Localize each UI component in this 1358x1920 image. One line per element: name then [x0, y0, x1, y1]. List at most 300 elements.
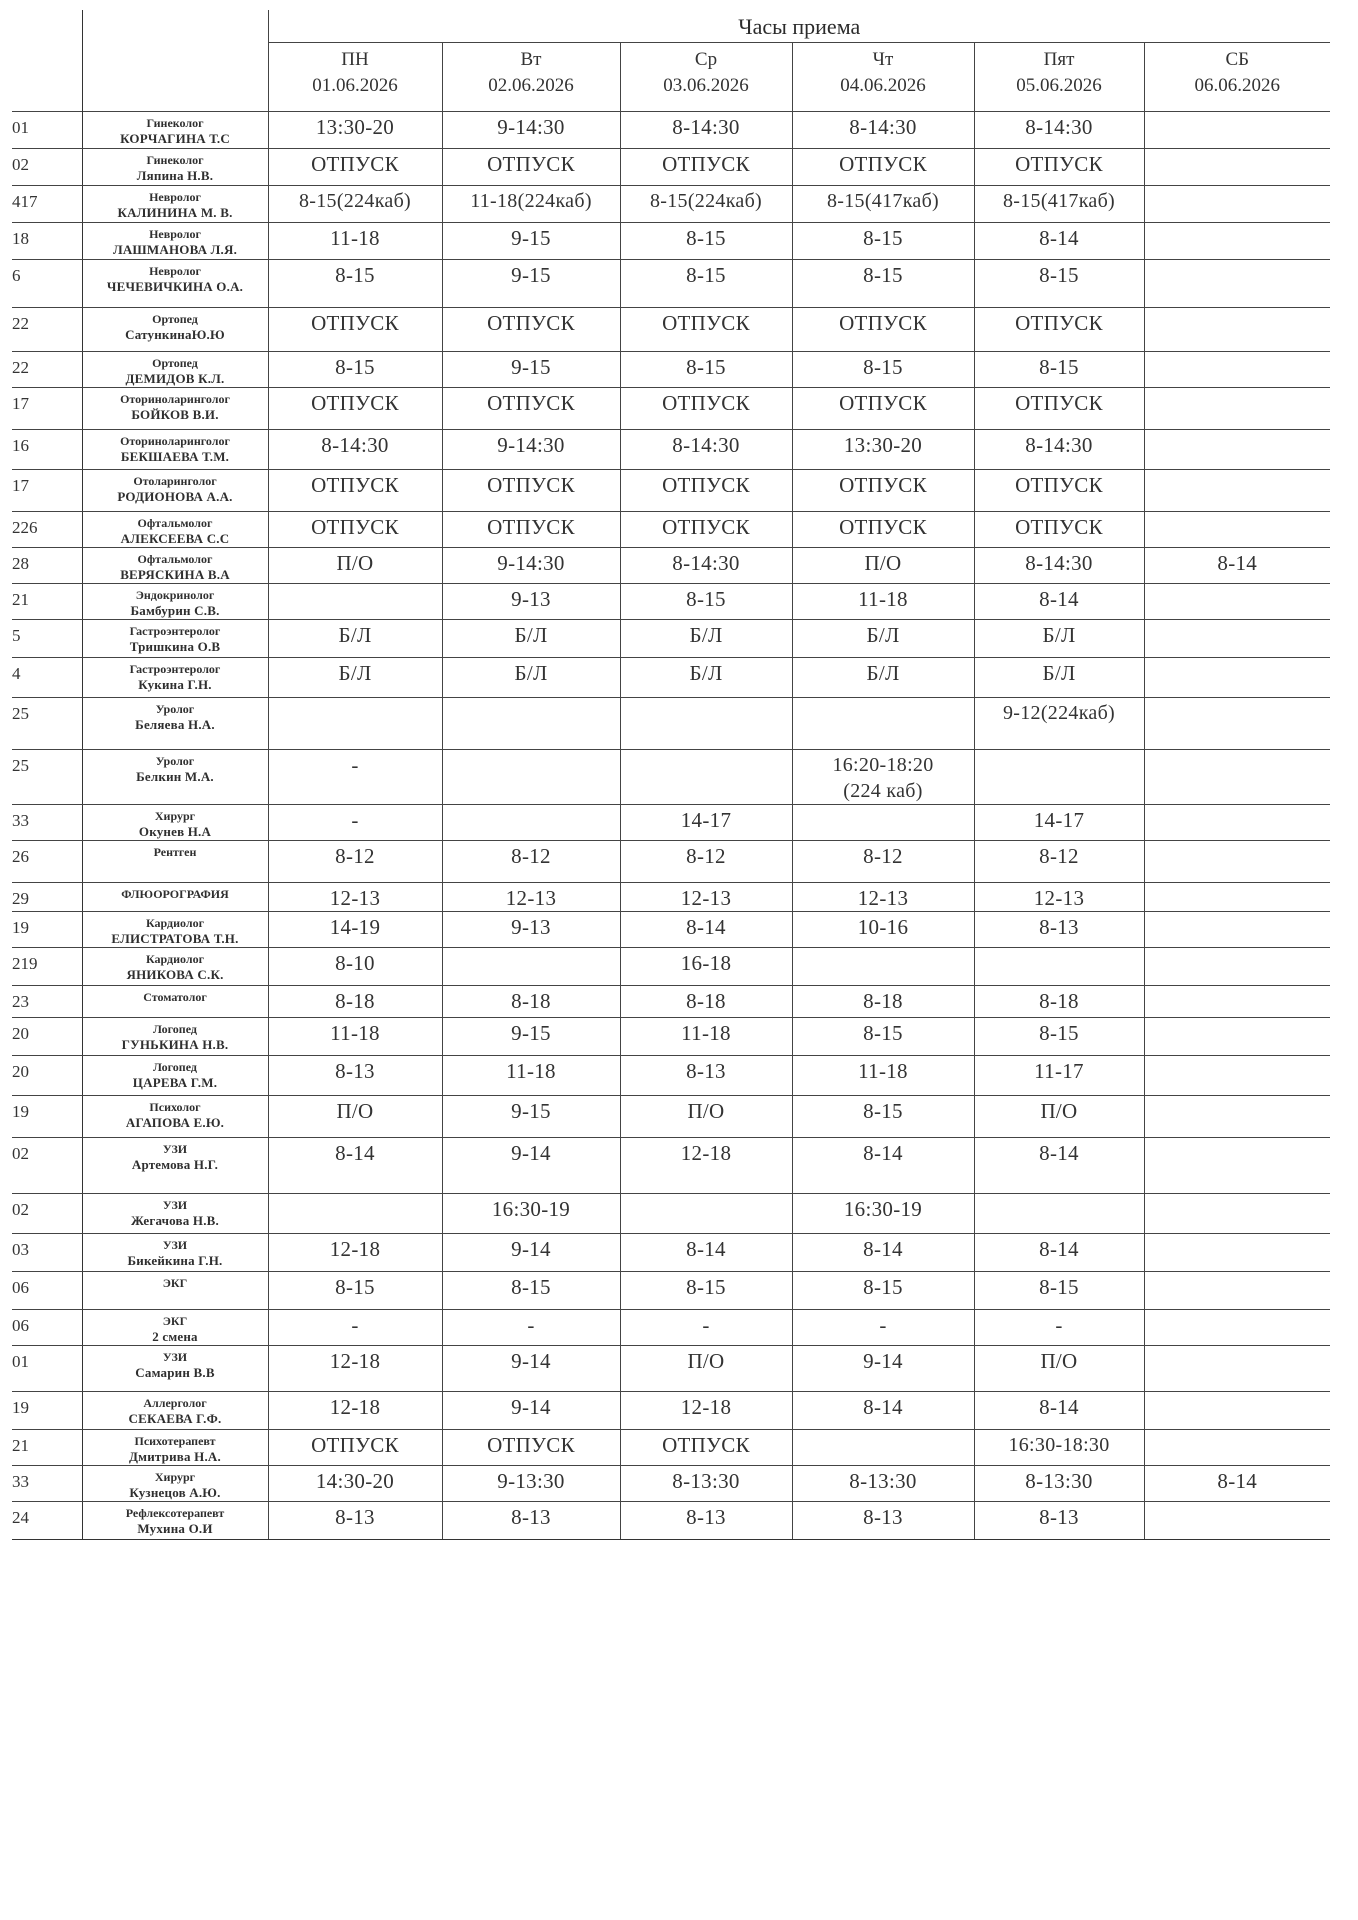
doctor-name: Кукина Г.Н.: [138, 677, 212, 692]
hours-cell: 11-18: [268, 223, 442, 260]
hours-cell: ОТПУСК: [268, 308, 442, 352]
doctor-specialty: Рентген: [153, 845, 197, 859]
hours-cell: ОТПУСК: [268, 388, 442, 430]
doctor-specialty: Хирург: [154, 809, 196, 823]
doctor-specialty: Логопед: [153, 1022, 197, 1036]
hours-cell: [268, 1194, 442, 1234]
table-row: [12, 548, 1330, 584]
hours-cell: [442, 948, 620, 986]
hours-cell: 9-15: [442, 260, 620, 308]
table-row: [12, 388, 1330, 430]
hours-cell: 8-14:30: [620, 430, 792, 470]
doctor-cell: [82, 1466, 268, 1502]
hours-cell: [974, 750, 1144, 805]
cabinet-number: 226: [12, 512, 82, 548]
day-header: [1144, 43, 1330, 112]
doctor-name: Бикейкина Г.Н.: [127, 1253, 223, 1268]
table-row: [12, 698, 1330, 750]
hours-cell: -: [268, 805, 442, 841]
hours-cell: 12-18: [268, 1234, 442, 1272]
hours-cell: [1144, 841, 1330, 883]
hours-cell: [1144, 1392, 1330, 1430]
doctor-specialty: Гинеколог: [146, 153, 204, 167]
doctor-specialty: Уролог: [155, 754, 195, 768]
hours-cell: [1144, 352, 1330, 388]
hours-cell: 8-14:30: [974, 548, 1144, 584]
doctor-specialty: Отоларинголог: [133, 474, 217, 488]
doctor-cell: [82, 430, 268, 470]
hours-cell: ОТПУСК: [442, 512, 620, 548]
hours-cell: 9-14: [442, 1346, 620, 1392]
hours-cell: [1144, 1430, 1330, 1466]
cabinet-number: 25: [12, 698, 82, 750]
hours-cell: 9-14: [442, 1392, 620, 1430]
cabinet-number: 20: [12, 1018, 82, 1056]
hours-cell: Б/Л: [620, 658, 792, 698]
hours-cell: П/О: [268, 548, 442, 584]
cabinet-number: 02: [12, 1194, 82, 1234]
hours-cell: [620, 698, 792, 750]
hours-cell: 9-14:30: [442, 430, 620, 470]
doctor-specialty: Офтальмолог: [137, 516, 213, 530]
doctor-cell: [82, 1430, 268, 1466]
hours-cell: 8-13: [620, 1056, 792, 1096]
hours-cell: ОТПУСК: [268, 470, 442, 512]
hours-cell: ОТПУСК: [974, 388, 1144, 430]
hours-cell: 8-14: [974, 1138, 1144, 1194]
hours-cell: 16:30-19: [792, 1194, 974, 1234]
doctor-cell: [82, 223, 268, 260]
doctor-cell: [82, 260, 268, 308]
table-row: [12, 1194, 1330, 1234]
day-date: 01.06.2026: [312, 75, 398, 96]
doctor-name: ЛАШМАНОВА Л.Я.: [112, 242, 238, 257]
doctor-cell: [82, 1056, 268, 1096]
table-row: [12, 149, 1330, 186]
table-row: [12, 1272, 1330, 1310]
hours-cell: 8-15: [792, 1272, 974, 1310]
doctor-cell: [82, 1018, 268, 1056]
cabinet-number: 6: [12, 260, 82, 308]
hours-cell: Б/Л: [268, 620, 442, 658]
doctor-cell: [82, 308, 268, 352]
doctor-specialty: УЗИ: [162, 1238, 188, 1252]
hours-cell: [1144, 1096, 1330, 1138]
hours-cell: 8-13:30: [620, 1466, 792, 1502]
hours-cell: 8-14: [974, 584, 1144, 620]
cabinet-number: 19: [12, 1096, 82, 1138]
doctor-name: ДЕМИДОВ К.Л.: [125, 371, 225, 386]
cabinet-number: 21: [12, 584, 82, 620]
hours-cell: -: [268, 750, 442, 805]
hours-cell: 8-14: [1144, 548, 1330, 584]
cabinet-number: 18: [12, 223, 82, 260]
hours-cell: [1144, 1272, 1330, 1310]
cabinet-number: 03: [12, 1234, 82, 1272]
doctor-specialty: Гастроэнтеролог: [129, 662, 221, 676]
hours-cell: 11-18: [442, 1056, 620, 1096]
table-row: [12, 986, 1330, 1018]
hours-cell: [1144, 512, 1330, 548]
table-row: [12, 948, 1330, 986]
hours-cell: 9-12(224каб): [974, 698, 1144, 750]
hours-cell: ОТПУСК: [620, 1430, 792, 1466]
table-row: [12, 352, 1330, 388]
doctor-cell: [82, 948, 268, 986]
table-row: [12, 658, 1330, 698]
hours-cell: 8-14: [792, 1234, 974, 1272]
doctor-cell: [82, 805, 268, 841]
doctor-specialty: Психотерапевт: [134, 1434, 216, 1448]
hours-cell: 8-14:30: [792, 112, 974, 149]
table-row: [12, 112, 1330, 149]
hours-cell: 8-15: [620, 1272, 792, 1310]
hours-cell: 12-18: [620, 1138, 792, 1194]
cabinet-number: 24: [12, 1502, 82, 1540]
hours-cell: 8-13: [974, 912, 1144, 948]
hours-cell: П/О: [974, 1346, 1144, 1392]
table-row: [12, 1310, 1330, 1346]
doctor-cell: [82, 698, 268, 750]
doctor-specialty: Невролог: [149, 264, 201, 278]
hours-cell: 11-18(224каб): [442, 186, 620, 223]
doctor-name: Кузнецов А.Ю.: [129, 1485, 221, 1500]
doctor-cell: [82, 658, 268, 698]
cabinet-number: 5: [12, 620, 82, 658]
doctor-specialty: Стоматолог: [143, 990, 207, 1004]
hours-cell: ОТПУСК: [268, 149, 442, 186]
hours-cell: -: [442, 1310, 620, 1346]
cabinet-number: 02: [12, 149, 82, 186]
table-row: [12, 620, 1330, 658]
doctor-specialty: Кардиолог: [145, 952, 205, 966]
doctor-name: КАЛИНИНА М. В.: [117, 205, 233, 220]
cabinet-header: [12, 10, 82, 112]
doctor-specialty: Хирург: [154, 1470, 196, 1484]
table-row: [12, 1502, 1330, 1540]
table-row: [12, 1392, 1330, 1430]
hours-cell: 12-18: [268, 1346, 442, 1392]
hours-cell: 8-15: [442, 1272, 620, 1310]
doctor-cell: [82, 912, 268, 948]
hours-cell: ОТПУСК: [620, 512, 792, 548]
doctor-cell: [82, 986, 268, 1018]
day-name: СБ: [1225, 49, 1250, 70]
hours-cell: 9-13: [442, 584, 620, 620]
doctor-cell: [82, 1346, 268, 1392]
hours-cell: ОТПУСК: [974, 512, 1144, 548]
hours-cell: 8-13: [442, 1502, 620, 1540]
doctor-name: ВЕРЯСКИНА В.А: [120, 567, 230, 582]
hours-cell: [1144, 883, 1330, 912]
hours-cell: [1144, 1194, 1330, 1234]
cabinet-number: 33: [12, 805, 82, 841]
doctor-header: [82, 10, 268, 112]
cabinet-number: 02: [12, 1138, 82, 1194]
hours-cell: 16:30-18:30: [974, 1430, 1144, 1466]
hours-cell: 8-14: [974, 223, 1144, 260]
hours-cell: [792, 805, 974, 841]
hours-cell: ОТПУСК: [974, 470, 1144, 512]
hours-cell: 8-18: [974, 986, 1144, 1018]
doctor-cell: [82, 584, 268, 620]
table-row: [12, 1346, 1330, 1392]
doctor-cell: [82, 1138, 268, 1194]
doctor-name: Окунев Н.А: [138, 824, 212, 839]
hours-cell: ОТПУСК: [442, 308, 620, 352]
hours-cell: [1144, 430, 1330, 470]
doctor-specialty: Гастроэнтеролог: [129, 624, 221, 638]
hours-cell: [1144, 470, 1330, 512]
hours-cell: 8-15: [620, 352, 792, 388]
hours-cell: 11-18: [792, 1056, 974, 1096]
cabinet-number: 06: [12, 1310, 82, 1346]
hours-cell: [792, 948, 974, 986]
hours-cell: 8-18: [442, 986, 620, 1018]
hours-cell: Б/Л: [442, 658, 620, 698]
doctor-cell: [82, 548, 268, 584]
cabinet-number: 17: [12, 470, 82, 512]
hours-cell: [1144, 149, 1330, 186]
doctor-name: Бамбурин С.В.: [130, 603, 220, 618]
table-row: [12, 1430, 1330, 1466]
cabinet-number: 01: [12, 1346, 82, 1392]
hours-cell: 8-14: [792, 1138, 974, 1194]
hours-cell: 12-13: [442, 883, 620, 912]
hours-cell: ОТПУСК: [620, 470, 792, 512]
hours-cell: 16:20-18:20 (224 каб): [792, 750, 974, 805]
hours-cell: 8-14: [1144, 1466, 1330, 1502]
day-header: [792, 43, 974, 112]
doctor-name: Дмитрива Н.А.: [129, 1449, 221, 1464]
hours-cell: 12-13: [268, 883, 442, 912]
hours-cell: 8-15: [792, 352, 974, 388]
hours-cell: ОТПУСК: [442, 470, 620, 512]
hours-cell: 8-15(224каб): [268, 186, 442, 223]
doctor-specialty: Кардиолог: [145, 916, 205, 930]
hours-cell: 8-18: [620, 986, 792, 1018]
doctor-specialty: Оториноларинголог: [120, 392, 230, 406]
hours-cell: 8-14: [974, 1392, 1144, 1430]
cabinet-number: 29: [12, 883, 82, 912]
hours-cell: [1144, 260, 1330, 308]
hours-cell: 9-15: [442, 352, 620, 388]
doctor-name: Тришкина О.В: [129, 639, 221, 654]
hours-cell: 8-15: [974, 1272, 1144, 1310]
hours-cell: Б/Л: [792, 658, 974, 698]
hours-cell: ОТПУСК: [620, 388, 792, 430]
hours-cell: Б/Л: [620, 620, 792, 658]
cabinet-number: 28: [12, 548, 82, 584]
hours-cell: 8-13:30: [974, 1466, 1144, 1502]
doctor-name: ЕЛИСТРАТОВА Т.Н.: [111, 931, 239, 946]
hours-cell: ОТПУСК: [792, 149, 974, 186]
doctor-specialty: Уролог: [155, 702, 195, 716]
hours-cell: П/О: [974, 1096, 1144, 1138]
hours-cell: [1144, 1346, 1330, 1392]
table-row: [12, 1096, 1330, 1138]
hours-cell: ОТПУСК: [974, 308, 1144, 352]
doctor-name: Артемова Н.Г.: [131, 1157, 219, 1172]
doctor-name: Жегачова Н.В.: [130, 1213, 219, 1228]
hours-cell: 9-13:30: [442, 1466, 620, 1502]
hours-cell: 8-18: [792, 986, 974, 1018]
doctor-cell: [82, 1310, 268, 1346]
cabinet-number: 417: [12, 186, 82, 223]
hours-cell: Б/Л: [268, 658, 442, 698]
hours-cell: 8-14:30: [620, 548, 792, 584]
doctor-specialty: УЗИ: [162, 1142, 188, 1156]
doctor-cell: [82, 352, 268, 388]
hours-cell: [1144, 112, 1330, 149]
table-row: [12, 430, 1330, 470]
hours-cell: [1144, 620, 1330, 658]
hours-cell: 9-14:30: [442, 112, 620, 149]
hours-cell: [1144, 805, 1330, 841]
hours-cell: [1144, 750, 1330, 805]
hours-cell: 8-12: [792, 841, 974, 883]
table-row: [12, 1234, 1330, 1272]
hours-cell: 9-14:30: [442, 548, 620, 584]
table-row: [12, 1466, 1330, 1502]
day-date: 06.06.2026: [1194, 75, 1281, 96]
table-title: Часы приема: [268, 10, 1330, 43]
hours-cell: 8-13: [620, 1502, 792, 1540]
hours-cell: [1144, 584, 1330, 620]
hours-cell: 8-15: [620, 223, 792, 260]
cabinet-number: 33: [12, 1466, 82, 1502]
schedule-body: [12, 112, 1330, 1540]
hours-cell: ОТПУСК: [620, 308, 792, 352]
hours-cell: [792, 698, 974, 750]
hours-cell: 8-12: [442, 841, 620, 883]
table-row: [12, 1018, 1330, 1056]
hours-cell: 14-17: [620, 805, 792, 841]
doctor-cell: [82, 750, 268, 805]
hours-cell: [1144, 308, 1330, 352]
doctor-specialty: Рефлексотерапевт: [125, 1506, 225, 1520]
table-row: [12, 805, 1330, 841]
table-row: [12, 512, 1330, 548]
hours-cell: 8-12: [268, 841, 442, 883]
hours-cell: [1144, 223, 1330, 260]
day-name: Ср: [694, 49, 718, 70]
hours-cell: 9-15: [442, 1096, 620, 1138]
doctor-specialty: Оториноларинголог: [120, 434, 230, 448]
cabinet-number: 17: [12, 388, 82, 430]
hours-cell: 8-15: [268, 1272, 442, 1310]
hours-cell: 12-18: [620, 1392, 792, 1430]
hours-cell: [1144, 1138, 1330, 1194]
hours-cell: [1144, 1234, 1330, 1272]
cabinet-number: 23: [12, 986, 82, 1018]
day-name: Чт: [872, 49, 894, 70]
doctor-cell: [82, 883, 268, 912]
hours-cell: ОТПУСК: [792, 308, 974, 352]
hours-cell: 8-15: [268, 260, 442, 308]
hours-cell: ОТПУСК: [792, 388, 974, 430]
hours-cell: [1144, 388, 1330, 430]
hours-cell: ОТПУСК: [268, 512, 442, 548]
table-row: [12, 223, 1330, 260]
hours-cell: 11-18: [792, 584, 974, 620]
hours-cell: [974, 948, 1144, 986]
doctor-specialty: УЗИ: [162, 1350, 188, 1364]
day-date: 02.06.2026: [488, 75, 574, 96]
table-row: [12, 186, 1330, 223]
doctor-name: РОДИОНОВА А.А.: [117, 489, 233, 504]
hours-cell: 16-18: [620, 948, 792, 986]
cabinet-number: 21: [12, 1430, 82, 1466]
hours-cell: 8-15: [268, 352, 442, 388]
hours-cell: 8-14: [974, 1234, 1144, 1272]
hours-cell: 8-14:30: [974, 112, 1144, 149]
doctor-specialty: Ортопед: [152, 312, 198, 326]
doctor-specialty: УЗИ: [162, 1198, 188, 1212]
hours-cell: 8-14:30: [620, 112, 792, 149]
hours-cell: 14-17: [974, 805, 1144, 841]
hours-cell: [442, 698, 620, 750]
hours-cell: [620, 750, 792, 805]
hours-cell: [268, 698, 442, 750]
schedule-table: [12, 10, 1330, 1540]
hours-cell: П/О: [620, 1346, 792, 1392]
hours-cell: [620, 1194, 792, 1234]
hours-cell: [268, 584, 442, 620]
hours-cell: 9-14: [442, 1234, 620, 1272]
doctor-cell: [82, 512, 268, 548]
hours-cell: [442, 805, 620, 841]
hours-cell: 8-15: [620, 260, 792, 308]
day-name: Вт: [520, 49, 542, 70]
doctor-name: АЛЕКСЕЕВА С.С: [120, 531, 230, 546]
hours-cell: 8-15: [620, 584, 792, 620]
hours-cell: 12-18: [268, 1392, 442, 1430]
hours-cell: 8-18: [268, 986, 442, 1018]
hours-cell: 12-13: [974, 883, 1144, 912]
hours-cell: П/О: [792, 548, 974, 584]
cabinet-number: 219: [12, 948, 82, 986]
doctor-specialty: ЭКГ: [162, 1276, 188, 1290]
hours-cell: [1144, 912, 1330, 948]
cabinet-number: 19: [12, 1392, 82, 1430]
day-header: [442, 43, 620, 112]
doctor-specialty: Гинеколог: [146, 116, 204, 130]
doctor-name: АГАПОВА Е.Ю.: [125, 1115, 225, 1130]
hours-cell: [1144, 986, 1330, 1018]
hours-cell: 14-19: [268, 912, 442, 948]
cabinet-number: 01: [12, 112, 82, 149]
hours-cell: 8-13: [268, 1056, 442, 1096]
day-date: 05.06.2026: [1016, 75, 1102, 96]
doctor-specialty: Эндокринолог: [135, 588, 215, 602]
hours-cell: ОТПУСК: [620, 149, 792, 186]
doctor-specialty: Логопед: [153, 1060, 197, 1074]
hours-cell: 8-13: [974, 1502, 1144, 1540]
hours-cell: 8-15: [974, 352, 1144, 388]
doctor-cell: [82, 1234, 268, 1272]
hours-cell: 13:30-20: [792, 430, 974, 470]
cabinet-number: 25: [12, 750, 82, 805]
doctor-cell: [82, 620, 268, 658]
hours-cell: -: [792, 1310, 974, 1346]
hours-cell: Б/Л: [442, 620, 620, 658]
hours-cell: [1144, 658, 1330, 698]
hours-cell: Б/Л: [974, 620, 1144, 658]
table-row: [12, 1138, 1330, 1194]
hours-cell: -: [620, 1310, 792, 1346]
hours-cell: ОТПУСК: [792, 512, 974, 548]
